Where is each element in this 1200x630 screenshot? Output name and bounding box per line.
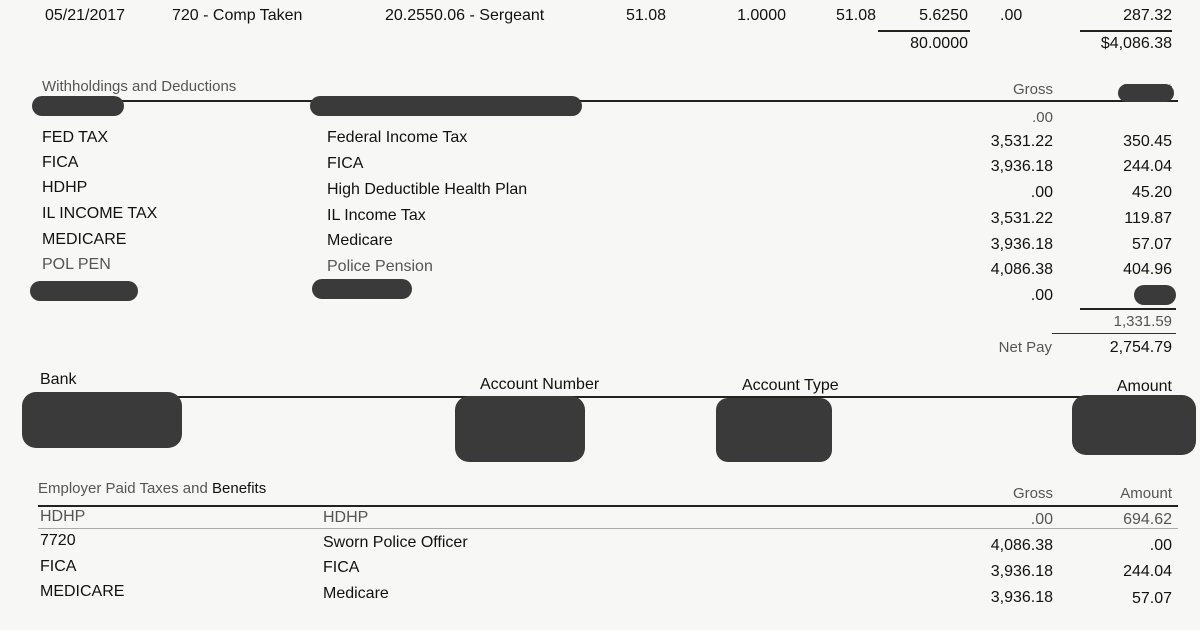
earnings-code: 720 - Comp Taken (172, 7, 303, 24)
account-number-header: Account Number (480, 376, 600, 393)
row-gross: .00 (1030, 184, 1053, 201)
amount-total-rule (1080, 30, 1172, 32)
row-gross: .00 (1030, 511, 1053, 528)
earnings-date: 05/21/2017 (45, 7, 126, 24)
row-amount: 57.07 (1131, 590, 1172, 607)
employer-gross-header: Gross (1012, 485, 1053, 502)
row-code: IL INCOME TAX (42, 205, 158, 222)
row-code: 7720 (40, 532, 76, 549)
deductions-total: 1,331.59 (1113, 313, 1172, 330)
hours-total-rule (878, 30, 970, 32)
withholdings-title: Withholdings and Deductions (42, 78, 237, 95)
redacted-amount (1134, 285, 1176, 305)
row-gross: 3,531.22 (990, 133, 1053, 150)
row-code: FED TAX (42, 129, 109, 146)
row-description: HDHP (323, 509, 369, 526)
row-code: HDHP (40, 508, 86, 525)
withholdings-last-gross: .00 (1030, 287, 1053, 304)
row-amount: 45.20 (1131, 184, 1172, 201)
employer-row-rule (38, 528, 1178, 529)
employer-title-prefix: Employer Paid Taxes and (38, 480, 208, 497)
earnings-dot: .00 (1000, 7, 1023, 24)
row-gross: 3,936.18 (990, 589, 1053, 606)
row-gross: 3,936.18 (990, 158, 1053, 175)
row-description: Sworn Police Officer (323, 534, 468, 551)
redacted-bank-name (22, 392, 182, 448)
redacted-amount (1118, 84, 1174, 102)
row-description: FICA (327, 155, 364, 172)
row-code: MEDICARE (42, 231, 127, 248)
employer-title-bold: Benefits (212, 480, 267, 497)
row-description: FICA (323, 559, 360, 576)
row-description: IL Income Tax (327, 207, 426, 224)
row-amount: .00 (1149, 537, 1172, 554)
hours-total: 80.0000 (910, 35, 968, 52)
row-description: Medicare (327, 232, 393, 249)
row-description: Medicare (323, 585, 389, 602)
row-code: FICA (42, 154, 79, 171)
earnings-amount: 287.32 (1123, 7, 1172, 24)
earnings-factor: 1.0000 (737, 7, 786, 24)
earnings-rate2: 51.08 (835, 7, 876, 24)
deductions-total-rule (1080, 308, 1176, 310)
employer-title (38, 480, 266, 498)
row-description: High Deductible Health Plan (327, 181, 528, 198)
redacted-account-type (716, 398, 832, 462)
bank-header: Bank (40, 371, 77, 388)
net-pay-rule (1052, 333, 1176, 334)
row-amount: 350.45 (1123, 133, 1172, 150)
bank-amount-header: Amount (1116, 378, 1172, 395)
row-amount: 57.07 (1131, 236, 1172, 253)
employer-header-rule (38, 505, 1178, 507)
row-amount: 244.04 (1123, 158, 1172, 175)
net-pay-amount: 2,754.79 (1109, 339, 1172, 356)
row-code: HDHP (42, 179, 88, 196)
bank-header-rule (38, 396, 1178, 398)
withholdings-first-gross: .00 (1032, 109, 1053, 126)
row-amount: 694.62 (1123, 511, 1172, 528)
redacted-code (32, 96, 124, 116)
row-code: FICA (40, 558, 77, 575)
earnings-job: 20.2550.06 - Sergeant (385, 7, 545, 24)
earnings-rate: 51.08 (625, 7, 666, 24)
row-gross: 3,531.22 (990, 210, 1053, 227)
row-description: Police Pension (327, 258, 433, 275)
row-code: POL PEN (42, 256, 111, 273)
redacted-description (310, 96, 582, 116)
amount-total: $4,086.38 (1100, 35, 1172, 52)
withholdings-header-rule (38, 100, 1178, 102)
row-gross: 3,936.18 (990, 236, 1053, 253)
earnings-hours: 5.6250 (919, 7, 968, 24)
net-pay-label: Net Pay (998, 339, 1052, 356)
row-amount: 119.87 (1124, 210, 1172, 227)
employer-amount-header: Amount (1120, 485, 1172, 502)
row-gross: 3,936.18 (990, 563, 1053, 580)
row-gross: 4,086.38 (990, 537, 1053, 554)
withholdings-gross-header: Gross (1012, 81, 1053, 98)
account-type-header: Account Type (742, 377, 839, 394)
redacted-account-number (455, 396, 585, 462)
redacted-code (30, 281, 138, 301)
redacted-description (312, 279, 412, 299)
redacted-bank-amount (1072, 395, 1196, 455)
row-amount: 404.96 (1123, 261, 1172, 278)
row-description: Federal Income Tax (327, 129, 468, 146)
row-gross: 4,086.38 (990, 261, 1053, 278)
row-amount: 244.04 (1123, 563, 1172, 580)
row-code: MEDICARE (40, 583, 125, 600)
